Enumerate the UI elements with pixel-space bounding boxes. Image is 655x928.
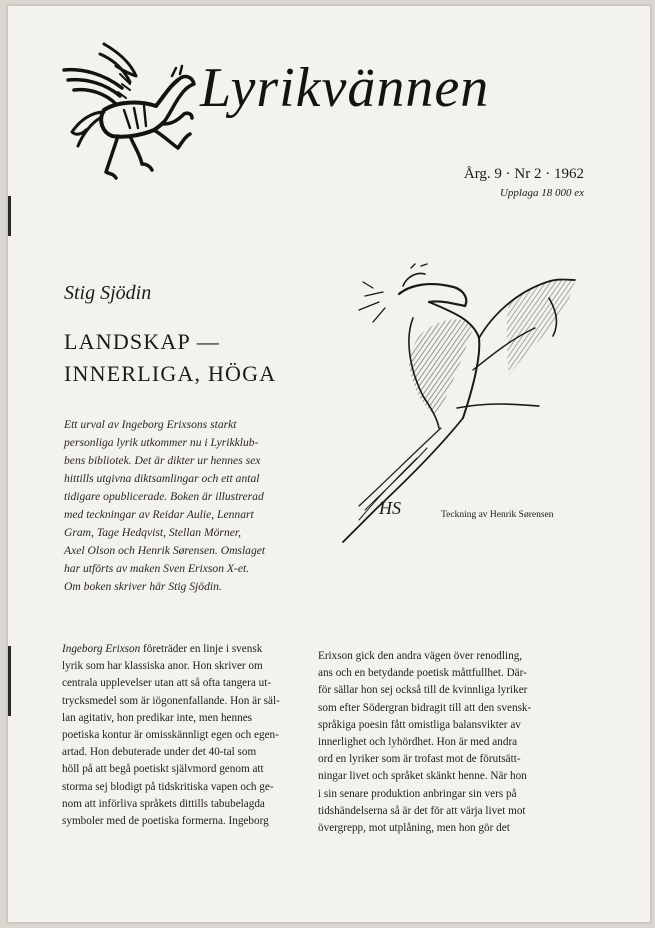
illustrator-monogram: HS: [379, 498, 401, 518]
pegasus-logo: [60, 40, 198, 180]
body-line: innerlighet och lyhördhet. Hon är med andra: [318, 736, 518, 749]
intro-line: tidigare opublicerade. Boken är illustrerad: [64, 490, 264, 503]
body-line: poetiska kontur är omisskännligt egen och egen-: [62, 729, 279, 742]
body-line: språkiga poesin fått omistliga balansvikter av: [318, 718, 521, 731]
body-line: i sin senare produktion anbringar sin vers på: [318, 787, 517, 800]
body-line: ans och en betydande poetisk måttfullhet. Där-: [318, 667, 527, 680]
issue-info: Årg. 9 · Nr 2 · 1962: [463, 166, 584, 182]
body-line: centrala upplevelser utan att så ofta tangera ut-: [62, 677, 272, 690]
body-line: symboler med de poetiska formerna. Ingeborg: [62, 815, 269, 828]
article-intro: [64, 416, 304, 596]
body-line: som efter Södergran bidragit till att den svensk-: [318, 701, 532, 714]
intro-line: bens bibliotek. Det är dikter ur hennes sex: [64, 454, 261, 467]
print-run: Upplaga 18 000 ex: [499, 187, 584, 199]
body-line: övergrepp, mot utplåning, men hon gör det: [318, 822, 510, 835]
article-author: Stig Sjödin: [64, 282, 152, 304]
headline-line: INNERLIGA, HÖGA: [64, 361, 277, 386]
intro-line: med teckningar av Reidar Aulie, Lennart: [64, 508, 254, 521]
intro-line: har utförts av maken Sven Erixson X-et.: [64, 562, 250, 575]
body-line: artad. Hon debuterade under det 40-tal som: [62, 746, 257, 759]
intro-line: personliga lyrik utkommer nu i Lyrikklub-: [64, 436, 259, 449]
body-line: Erixson gick den andra vägen över renodling,: [318, 650, 523, 662]
body-line: lan agitativ, hon predikar inte, men hennes: [62, 711, 253, 724]
intro-line: Axel Olson och Henrik Sørensen. Omslaget: [64, 544, 266, 557]
bird-illustration: [313, 258, 583, 548]
body-line: storma sej blodigt på tidskritiska vapen och ge-: [62, 780, 274, 793]
intro-line: Ett urval av Ingeborg Erixsons starkt: [64, 418, 237, 431]
body-line: ningar livet och språket skänkt henne. När hon: [318, 770, 527, 783]
body-line: nom att införliva språkets dittills tabubelagda: [62, 797, 265, 810]
body-line: lyrik som har klassiska anor. Hon skriver om: [62, 660, 263, 673]
page-edge-mark: [8, 646, 11, 716]
magazine-title: Lyrikvännen: [200, 57, 490, 119]
lead-rest: företräder en linje i svensk: [140, 643, 263, 655]
masthead: [8, 6, 650, 206]
body-line: för sällar hon sej också till de kvinnliga lyriker: [318, 684, 528, 697]
lead-name: Ingeborg Erixson: [62, 643, 141, 655]
body-line: trycksmedel som är iögonenfallande. Hon är säl-: [62, 694, 280, 707]
headline-line: LANDSKAP —: [64, 329, 221, 354]
magazine-page: [8, 6, 650, 922]
body-column-left: [62, 641, 308, 830]
body-line: [62, 641, 308, 658]
intro-line: hittills utgivna diktsamlingar och ett antal: [64, 472, 260, 485]
body-column-right: [318, 648, 554, 837]
intro-line: Gram, Tage Hedqvist, Stellan Mörner,: [64, 526, 242, 539]
illustration-caption: Teckning av Henrik Sørensen: [441, 510, 554, 520]
intro-line: Om boken skriver här Stig Sjödin.: [64, 580, 222, 593]
body-line: höll på att begå poetiskt självmord genom att: [62, 763, 264, 776]
body-line: ord en lyriker som är trofast mot de förutsätt-: [318, 753, 521, 766]
article-headline: [64, 326, 324, 390]
body-line: tidshändelserna så är det för att värja livet mot: [318, 804, 526, 817]
